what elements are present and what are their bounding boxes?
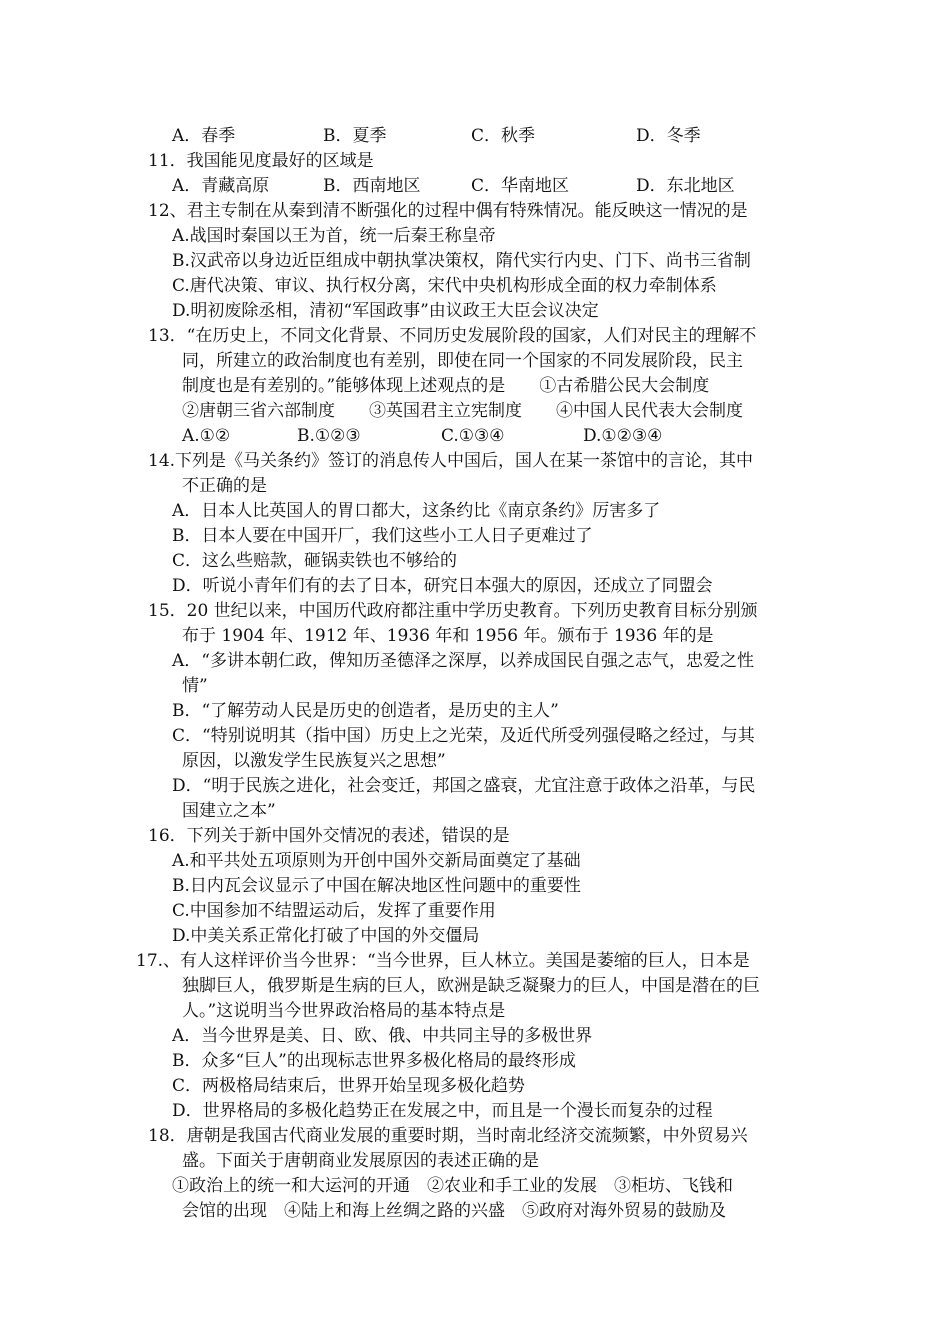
q17-option-c: C．两极格局结束后，世界开始呈现多极化趋势 bbox=[172, 1076, 526, 1096]
q14-option-c: C．这么些赔款，砸锅卖铁也不够给的 bbox=[172, 551, 458, 571]
q12-option-a: A.战国时秦国以王为首，统一后秦王称皇帝 bbox=[172, 226, 496, 246]
q13-option-b: B.①②③ bbox=[297, 426, 361, 446]
q17-option-a: A．当今世界是美、日、欧、俄、中共同主导的多极世界 bbox=[172, 1026, 593, 1046]
q15-stem-line-2: 布于 1904 年、1912 年、1936 年和 1956 年。颁布于 1936 年的是 bbox=[182, 626, 714, 646]
q16-option-a: A.和平共处五项原则为开创中国外交新局面奠定了基础 bbox=[172, 851, 581, 871]
q16-option-b: B.日内瓦会议显示了中国在解决地区性问题中的重要性 bbox=[172, 876, 581, 896]
q14-option-a: A．日本人比英国人的胃口都大，这条约比《南京条约》厉害多了 bbox=[172, 501, 661, 521]
q16-stem: 16．下列关于新中国外交情况的表述，错误的是 bbox=[148, 826, 510, 846]
q17-option-d: D．世界格局的多极化趋势正在发展之中，而且是一个漫长而复杂的过程 bbox=[172, 1101, 713, 1121]
q10-option-c: C．秋季 bbox=[471, 126, 536, 146]
q13-stem-line-2: 同，所建立的政治制度也有差别，即使在同一个国家的不同发展阶段，民主 bbox=[182, 351, 743, 371]
q16-option-d: D.中美关系正常化打破了中国的外交僵局 bbox=[172, 926, 480, 946]
q12-option-b: B.汉武帝以身边近臣组成中朝执掌决策权，隋代实行内史、门下、尚书三省制 bbox=[172, 251, 751, 271]
q13-stem-line-3: 制度也是有差别的。”能够体现上述观点的是 ①古希腊公民大会制度 bbox=[182, 376, 710, 396]
q11-option-c: C．华南地区 bbox=[471, 176, 570, 196]
q17-stem-line-1: 17.、有人这样评价当今世界：“当今世界，巨人林立。美国是萎缩的巨人，日本是 bbox=[136, 951, 750, 971]
q17-option-b: B．众多“巨人”的出现标志世界多极化格局的最终形成 bbox=[172, 1051, 576, 1071]
q12-stem: 12、君主专制在从秦到清不断强化的过程中偶有特殊情况。能反映这一情况的是 bbox=[148, 201, 748, 221]
q16-option-c: C.中国参加不结盟运动后，发挥了重要作用 bbox=[172, 901, 496, 921]
q15-option-c-line-1: C．“特别说明其（指中国）历史上之光荣，及近代所受列强侵略之经过，与其 bbox=[172, 726, 755, 746]
q18-items-line-2: 会馆的出现 ④陆上和海上丝绸之路的兴盛 ⑤政府对海外贸易的鼓励及 bbox=[182, 1201, 726, 1221]
q14-stem-line-1: 14.下列是《马关条约》签订的消息传人中国后，国人在某一茶馆中的言论，其中 bbox=[148, 451, 754, 471]
q13-option-a: A.①② bbox=[182, 426, 231, 446]
q13-option-d: D.①②③④ bbox=[583, 426, 663, 446]
q13-option-c: C.①③④ bbox=[441, 426, 505, 446]
q11-option-d: D．东北地区 bbox=[636, 176, 735, 196]
q18-items-line-1: ①政治上的统一和大运河的开通 ②农业和手工业的发展 ③柜坊、飞钱和 bbox=[172, 1176, 733, 1196]
q10-option-d: D．冬季 bbox=[636, 126, 701, 146]
q13-stem-line-1: 13．“在历史上，不同文化背景、不同历史发展阶段的国家，人们对民主的理解不 bbox=[148, 326, 757, 346]
q17-stem-line-3: 人。”这说明当今世界政治格局的基本特点是 bbox=[182, 1001, 506, 1021]
q15-option-c-line-2: 原因，以激发学生民族复兴之思想” bbox=[182, 751, 446, 771]
q18-stem-line-1: 18．唐朝是我国古代商业发展的重要时期，当时南北经济交流频繁，中外贸易兴 bbox=[148, 1126, 748, 1146]
q11-stem: 11．我国能见度最好的区域是 bbox=[148, 151, 374, 171]
q10-option-b: B．夏季 bbox=[323, 126, 387, 146]
q17-stem-line-2: 独脚巨人，俄罗斯是生病的巨人，欧洲是缺乏凝聚力的巨人，中国是潜在的巨 bbox=[182, 976, 760, 996]
q15-option-b: B．“了解劳动人民是历史的创造者，是历史的主人” bbox=[172, 701, 559, 721]
q15-option-d-line-1: D．“明于民族之进化，社会变迁，邦国之盛衰，尤宜注意于政体之沿革，与民 bbox=[172, 776, 756, 796]
q14-option-b: B．日本人要在中国开厂，我们这些小工人日子更难过了 bbox=[172, 526, 593, 546]
q11-option-a: A．青藏高原 bbox=[172, 176, 270, 196]
q10-option-a: A．春季 bbox=[172, 126, 236, 146]
q12-option-c: C.唐代决策、审议、执行权分离，宋代中央机构形成全面的权力牵制体系 bbox=[172, 276, 717, 296]
q14-stem-line-2: 不正确的是 bbox=[182, 476, 267, 496]
q12-option-d: D.明初废除丞相，清初“军国政事”由议政王大臣会议决定 bbox=[172, 301, 599, 321]
q15-option-d-line-2: 国建立之本” bbox=[182, 801, 276, 821]
q11-option-b: B．西南地区 bbox=[323, 176, 421, 196]
q15-stem-line-1: 15．20 世纪以来，中国历代政府都注重中学历史教育。下列历史教育目标分别颁 bbox=[148, 601, 758, 621]
q14-option-d: D．听说小青年们有的去了日本，研究日本强大的原因，还成立了同盟会 bbox=[172, 576, 713, 596]
q15-option-a-line-2: 情” bbox=[182, 676, 208, 696]
q18-stem-line-2: 盛。下面关于唐朝商业发展原因的表述正确的是 bbox=[182, 1151, 539, 1171]
q13-stem-line-4: ②唐朝三省六部制度 ③英国君主立宪制度 ④中国人民代表大会制度 bbox=[182, 401, 743, 421]
q15-option-a-line-1: A．“多讲本朝仁政，俾知历圣德泽之深厚，以养成国民自强之志气，忠爱之性 bbox=[172, 651, 754, 671]
